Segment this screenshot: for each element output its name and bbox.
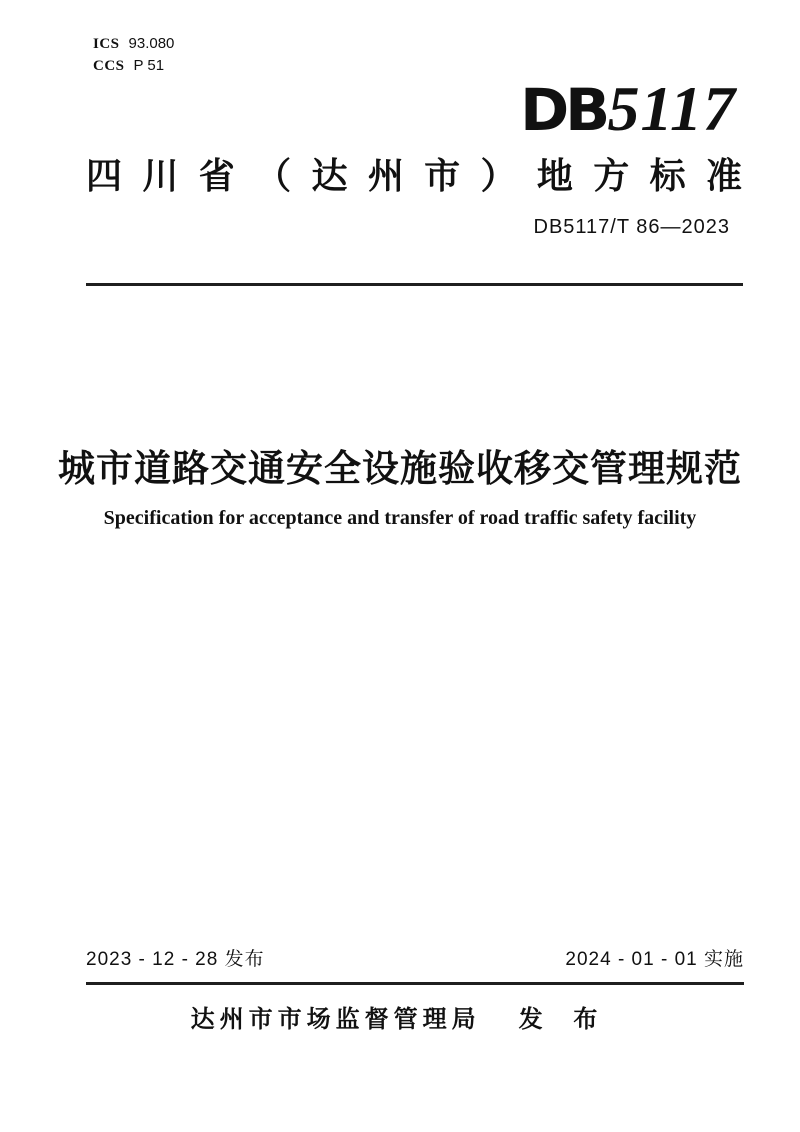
publisher-name: 达州市市场监督管理局 bbox=[190, 1006, 481, 1033]
ics-row bbox=[93, 33, 174, 55]
ccs-value: P 51 bbox=[133, 57, 165, 74]
document-title-english: Specification for acceptance and transfer of road traffic safety facility bbox=[103, 507, 697, 529]
logo-db-letters: DB bbox=[520, 76, 607, 144]
ics-label: ICS bbox=[93, 36, 120, 52]
db-standard-logo bbox=[520, 73, 736, 144]
header-divider-line bbox=[86, 283, 743, 286]
standard-category-title: 四 川 省 （ 达 州 市 ） 地 方 标 准 bbox=[86, 155, 742, 196]
ics-value: 93.080 bbox=[128, 35, 175, 52]
standard-number: DB5117/T 86—2023 bbox=[533, 216, 730, 238]
effective-date: 2024 - 01 - 01 实施 bbox=[565, 949, 744, 970]
classification-codes bbox=[93, 33, 174, 77]
publisher-action: 发 布 bbox=[518, 1006, 610, 1033]
document-title-chinese: 城市道路交通安全设施验收移交管理规范 bbox=[58, 448, 742, 489]
ccs-label: CCS bbox=[93, 58, 125, 74]
ccs-row bbox=[93, 55, 174, 77]
publisher-line bbox=[0, 999, 800, 1034]
logo-region-code: 5117 bbox=[607, 73, 736, 144]
issue-date: 2023 - 12 - 28 发布 bbox=[86, 949, 265, 970]
dates-row bbox=[86, 944, 744, 985]
